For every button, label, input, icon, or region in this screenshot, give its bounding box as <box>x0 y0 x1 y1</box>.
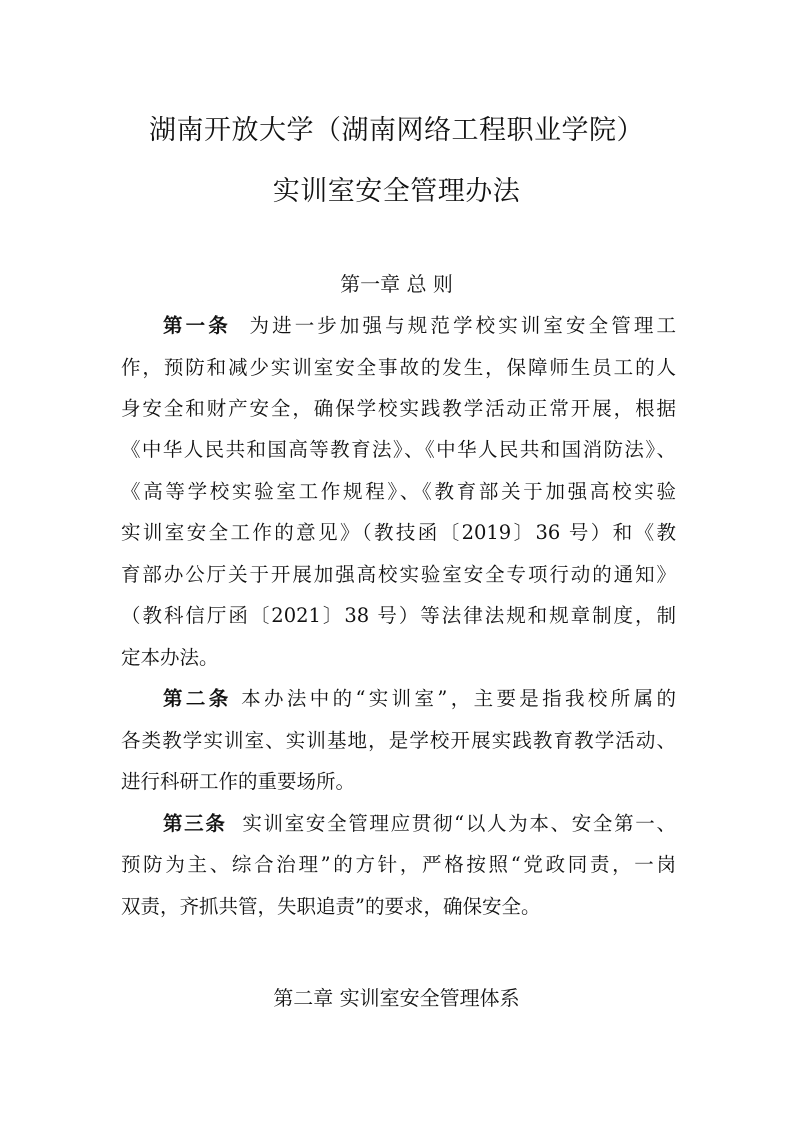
document-title-line1: 湖南开放大学（湖南网络工程职业学院） <box>149 115 644 146</box>
article-1-label: 第一条 <box>163 314 231 337</box>
document-title-line2: 实训室安全管理办法 <box>272 176 521 207</box>
article-1-text-line: 作，预防和减少实训室安全事故的发生，保障师生员工的人 <box>121 356 676 379</box>
article-1-text-line: 身安全和财产安全，确保学校实践教学活动正常开展，根据 <box>121 397 676 420</box>
article-2-text-line: 进行科研工作的重要场所。 <box>121 770 356 793</box>
article-2-text-line: 各类教学实训室、实训基地，是学校开展实践教育教学活动、 <box>121 729 676 752</box>
article-3-label: 第三条 <box>163 812 227 835</box>
article-3-text-line: 实训室安全管理应贯彻“以人为本、安全第一、 <box>242 812 676 835</box>
article-2-text-line: 本办法中的“实训室”，主要是指我校所属的 <box>241 687 676 710</box>
chapter-heading-2: 第二章 实训室安全管理体系 <box>273 986 520 1010</box>
article-1-text-line: 实训室安全工作的意见》（教技函〔2019〕36 号）和《教 <box>121 521 676 544</box>
article-1-text-line: 《中华人民共和国高等教育法》、《中华人民共和国消防法》、 <box>121 438 676 461</box>
article-2-first-line <box>163 686 676 712</box>
article-3-text-line: 双责，齐抓共管，失职追责”的要求，确保安全。 <box>121 895 541 918</box>
chapter-heading-1: 第一章 总 则 <box>340 272 453 296</box>
article-1-text-line: 《高等学校实验室工作规程》、《教育部关于加强高校实验 <box>121 480 676 503</box>
article-3-first-line <box>163 811 676 837</box>
article-1-text-line: （教科信厅函〔2021〕38 号）等法律法规和规章制度，制 <box>121 604 676 627</box>
article-3-text-line: 预防为主、综合治理”的方针，严格按照“党政同责，一岗 <box>121 853 676 876</box>
article-1-text-line: 为进一步加强与规范学校实训室安全管理工 <box>249 314 676 337</box>
article-2-label: 第二条 <box>163 687 232 710</box>
article-1-text-line: 育部办公厅关于开展加强高校实验室安全专项行动的通知》 <box>121 563 676 586</box>
article-1-text-line: 定本办法。 <box>121 646 219 669</box>
article-1-first-line <box>163 313 676 339</box>
